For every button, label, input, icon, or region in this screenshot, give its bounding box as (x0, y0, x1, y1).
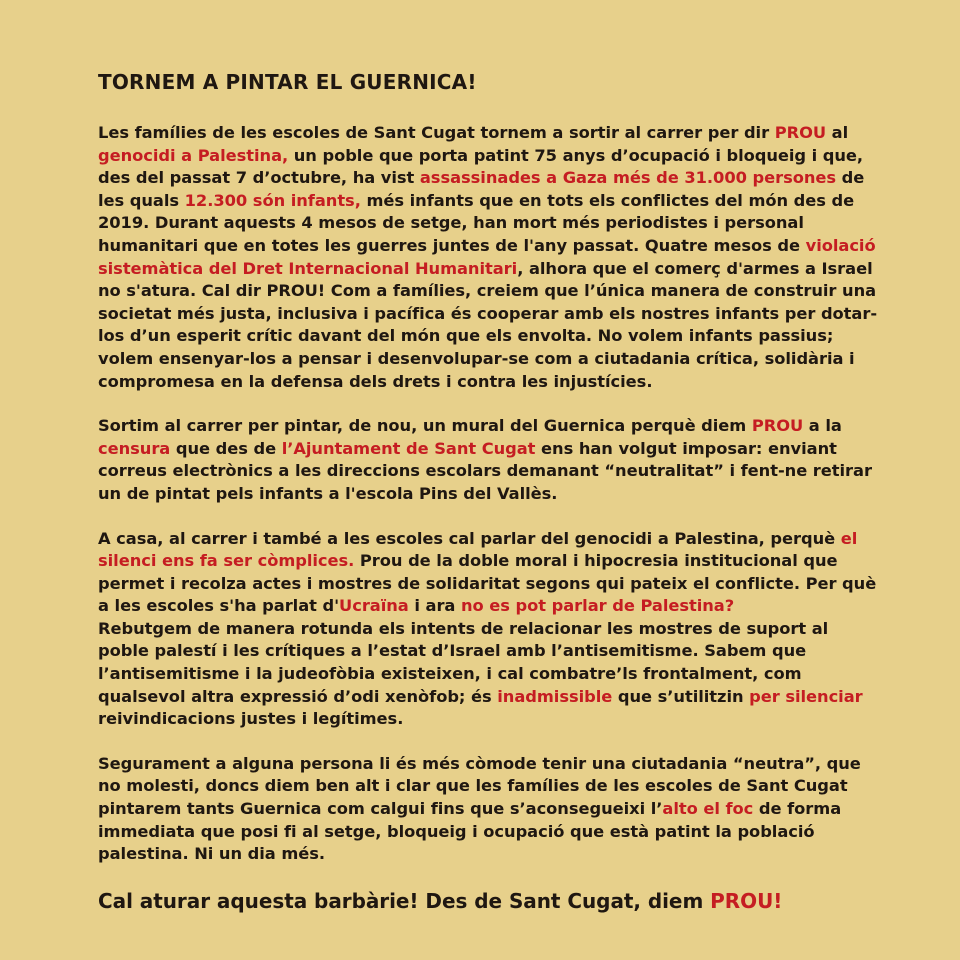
paragraph-1-text-5: més infants que en tots els conflictes del món des de 2019. Durant aquests 4 mesos de setge, han mort més periodistes i personal humanitari que en totes les guerres juntes de l'any passat. Quatre mesos de (98, 190, 855, 255)
highlight-inadmissible: inadmissible (497, 686, 613, 706)
highlight-ceasefire: alto el foc (662, 799, 754, 819)
highlight-cannot-talk-palestine: no es pot parlar de Palestina? (461, 596, 735, 616)
highlight-prou-1: PROU (774, 123, 827, 142)
closing-statement (98, 888, 878, 914)
highlight-gaza-deaths: assassinades a Gaza més de 31.000 persones (419, 168, 837, 188)
page-title: TORNEM A PINTAR EL GUERNICA! (98, 70, 477, 94)
paragraph-3-text-2: Prou de la doble moral i hipocresia institucional que permet i recolza actes i mostres de solidaritat segons qui pateix el conflicte. Per què a les escoles s'ha parlat d' (98, 551, 877, 616)
highlight-ukraine: Ucraïna (339, 596, 409, 616)
highlight-to-silence: per silenciar (749, 686, 863, 706)
manifesto-content (98, 70, 878, 936)
paragraph-3-text-4: Rebutgem de manera rotunda els intents de relacionar les mostres de suport al poble palestí i les crítiques a l’estat d’Israel amb l’antisemitisme. Sabem que l’antisemitisme i la judeofòbia existeixen, i cal combatre’ls frontalment, com qualsevol altra expressió d’odi xenòfob; és (98, 618, 829, 706)
highlight-children-deaths: 12.300 són infants, (184, 190, 361, 210)
paragraph-2-text-3: que des de (170, 438, 282, 458)
paragraph-2-text-4: ens han volgut imposar: enviant correus electrònics a les direccions escolars demanant “neutralitat” i fent-ne retirar un de pintat pels infants a l'escola Pins del Vallès. (98, 438, 872, 503)
highlight-humanitarian-law: violació sistemàtica del Dret Internacional Humanitari (98, 235, 876, 278)
paragraph-2-text-1: Sortim al carrer per pintar, de nou, un mural del Guernica perquè diem (98, 416, 752, 436)
paragraph-4-text-1: Segurament a alguna persona li és més còmode tenir una ciutadania “neutra”, que no molesti, doncs diem ben alt i clar que les famílies de les escoles de Sant Cugat pintarem tants Guernica com calgui fins que s’aconsegueixi l’ (98, 753, 861, 819)
paragraph-1-text-4: de les quals (98, 168, 865, 210)
paragraph-3-text-5: que s’utilitzin (612, 686, 750, 706)
paragraph-1-text-2: al (826, 123, 849, 142)
paragraph-1-text-1: Les famílies de les escoles de Sant Cugat tornem a sortir al carrer per dir (98, 123, 775, 142)
paragraph-1-text-3: un poble que porta patint 75 anys d’ocupació i bloqueig i que, des del passat 7 d’octubre, ha vist (98, 145, 864, 188)
paragraph-censorship (98, 415, 878, 505)
paragraph-3-text-6: reivindicacions justes i legítimes. (98, 709, 404, 729)
highlight-silence-complicity: el silenci ens fa ser còmplices. (98, 528, 858, 571)
paragraph-genocide-context (98, 122, 878, 393)
paragraph-3-text-1: A casa, al carrer i també a les escoles cal parlar del genocidi a Palestina, perquè (98, 528, 841, 548)
paragraph-speaking-out (98, 528, 878, 731)
highlight-city-council: l’Ajuntament de Sant Cugat (281, 438, 536, 458)
closing-text: Cal aturar aquesta barbàrie! Des de Sant Cugat, diem (98, 888, 711, 913)
paragraph-3-text-3: i ara (408, 596, 461, 616)
highlight-genocide-palestine: genocidi a Palestina, (98, 145, 289, 165)
highlight-prou-final: PROU! (710, 888, 783, 913)
highlight-prou-2: PROU (751, 416, 804, 436)
paragraph-1-text-6: , alhora que el comerç d'armes a Israel no s'atura. Cal dir PROU! Com a famílies, creiem que l’única manera de construir una societat més justa, inclusiva i pacífica és cooperar amb els nostres infants per dotar-los d’un esperit crític davant del món que els envolta. No volem infants passius; volem ensenyar-los a pensar i desenvolupar-se com a ciutadania crítica, solidària i compromesa en la defensa dels drets i contra les injustícies. (98, 258, 878, 391)
paragraph-4-text-2: de forma immediata que posi fi al setge, bloqueig i ocupació que està patint la població palestina. Ni un dia més. (98, 799, 842, 864)
paragraph-ceasefire (98, 753, 878, 866)
paragraph-2-text-2: a la (803, 416, 842, 436)
highlight-censorship: censura (98, 438, 171, 458)
